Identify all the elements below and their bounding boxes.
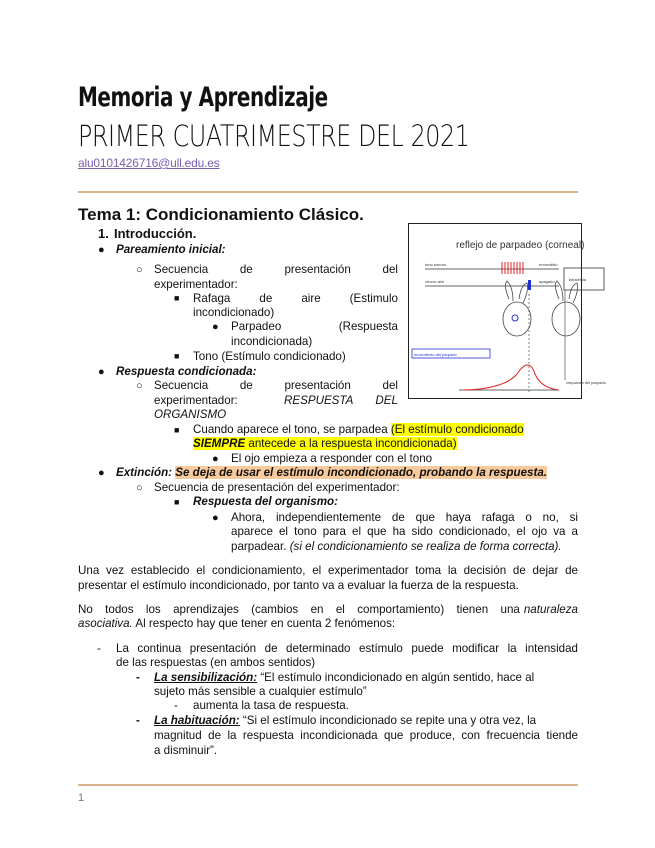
figure-title: reflejo de parpadeo (corneal) xyxy=(456,240,585,251)
secuencia2-line1: Secuencia de presentación del xyxy=(154,379,398,392)
secuencia2-respuesta: RESPUESTA DEL xyxy=(284,394,398,407)
paragraph2-asociativa: asociativa. xyxy=(78,617,133,630)
ahora-text: parpadear. xyxy=(231,540,287,553)
bullet-circle: ○ xyxy=(136,264,143,276)
subsection-heading: Introducción. xyxy=(114,226,197,241)
page-number: 1 xyxy=(78,792,85,804)
label-air: chorro aire xyxy=(425,279,445,284)
email-link[interactable]: alu0101426716@ull.edu.es xyxy=(78,156,220,170)
response-curve xyxy=(464,365,559,390)
habituacion-line3: a disminuir”. xyxy=(154,744,218,757)
bullet-square: ■ xyxy=(174,497,180,507)
tono-item: Tono (Estímulo condicionado) xyxy=(193,350,346,363)
extincion-label: Extinción: xyxy=(116,466,173,479)
bullet-square: ■ xyxy=(174,351,180,361)
sensibilizacion-label: La sensibilización: xyxy=(154,671,258,684)
label-movement: movimiento del párpado xyxy=(414,352,457,357)
dash-marker: - xyxy=(136,671,140,684)
habituacion-line1 xyxy=(154,714,578,728)
secuencia1-line2: experimentador: xyxy=(154,278,238,291)
ojo-item: El ojo empieza a responder con el tono xyxy=(231,452,433,465)
paragraph2-text: No todos los aprendizajes (cambios en el comportamiento) tienen una xyxy=(78,603,520,616)
cuando-line2 xyxy=(193,437,457,451)
paragraph2-line1 xyxy=(78,603,578,617)
sensibilizacion-line1 xyxy=(154,671,578,685)
habituacion-label: La habituación: xyxy=(154,714,240,727)
parpadeo-line2: incondicionada) xyxy=(231,335,313,348)
paragraph1-line2: presentar el estímulo incondicionado, por tanto va a evaluar la fuerza de la respuesta. xyxy=(78,579,519,592)
cuando-highlight: (El estímulo condicionado xyxy=(390,423,524,436)
rafaga-line1: Rafaga de aire (Estimulo xyxy=(193,292,398,305)
label-response: respuesta del párpado xyxy=(566,380,606,385)
conditioning-figure xyxy=(408,223,606,399)
aumenta-item: aumenta la tasa de respuesta. xyxy=(193,699,349,712)
document-title: Memoria y Aprendizaje xyxy=(78,82,328,113)
dash-marker: - xyxy=(97,642,101,655)
rabbit-illustration xyxy=(503,281,580,336)
habituacion-line2: magnitud de la respuesta incondicionada que produce, con frecuencia tiende xyxy=(154,729,578,742)
rabbit-eye xyxy=(512,315,518,321)
secuencia3-item: Secuencia de presentación del experimentador: xyxy=(154,481,400,494)
footer-divider xyxy=(78,784,578,786)
eyeblink-diagram xyxy=(409,224,606,398)
parpadeo-line1: Parpadeo (Respuesta xyxy=(231,320,398,333)
tone-pulses xyxy=(502,262,523,274)
bullet-dot: ● xyxy=(212,321,219,333)
paragraph1-line1: Una vez establecido el condicionamiento, el experimentador toma la decisión de dejar de xyxy=(78,564,578,577)
paragraph2-rest: Al respecto hay que tener en cuenta 2 fenómenos: xyxy=(135,617,396,630)
sensibilizacion-line2: sujeto más sensible a cualquier estímulo” xyxy=(154,685,367,698)
paragraph2-line2 xyxy=(78,617,395,631)
cuando-line1 xyxy=(193,423,578,437)
label-on: encendido xyxy=(539,262,558,267)
respuesta-condicionada-label: Respuesta condicionada: xyxy=(116,365,257,378)
document-subtitle: PRIMER CUATRIMESTRE DEL 2021 xyxy=(78,119,470,153)
siempre-text: SIEMPRE xyxy=(193,437,246,450)
bullet-dot: ● xyxy=(98,244,105,256)
dash-marker: - xyxy=(174,699,178,712)
rafaga-line2: incondicionado) xyxy=(193,306,275,319)
dash1-line2: de las respuestas (en ambos sentidos) xyxy=(116,656,316,669)
secuencia1-line1: Secuencia de presentación del xyxy=(154,263,398,276)
bullet-square: ■ xyxy=(174,425,180,435)
secuencia2-organismo: ORGANISMO xyxy=(154,408,227,421)
label-photocell: fotocélula xyxy=(569,277,587,282)
dash-marker: - xyxy=(136,714,140,727)
header-divider xyxy=(78,191,578,193)
extincion-line xyxy=(116,466,547,480)
ahora-line2: aparece el tono para el que ha sido condicionado, el ojo va a xyxy=(231,525,578,538)
paragraph2-naturaleza: naturaleza xyxy=(523,603,578,616)
bullet-dot: ● xyxy=(98,467,105,479)
habituacion-text: “Si el estímulo incondicionado se repite una y otra vez, la xyxy=(239,714,537,727)
secuencia2-line2: experimentador: xyxy=(154,394,238,407)
bullet-circle: ○ xyxy=(136,380,143,392)
sensibilizacion-text: “El estímulo incondicionado en algún sentido, hace al xyxy=(257,671,535,684)
section-heading: Tema 1: Condicionamiento Clásico. xyxy=(78,205,364,224)
respuesta-organismo-label: Respuesta del organismo: xyxy=(193,495,338,508)
ahora-italic: (si el condicionamiento se realiza de forma correcta). xyxy=(289,540,562,553)
subsection-number: 1. xyxy=(98,226,109,241)
pareamiento-label: Pareamiento inicial: xyxy=(116,243,226,256)
cuando-text: Cuando aparece el tono, se parpadea xyxy=(193,423,391,436)
bullet-dot: ● xyxy=(212,512,219,524)
bullet-circle: ○ xyxy=(136,482,143,494)
air-puff-marker xyxy=(528,280,531,290)
bullet-dot: ● xyxy=(212,453,219,465)
bullet-square: ■ xyxy=(174,293,180,303)
extincion-highlight: Se deja de usar el estímulo incondicionado, probando la respuesta. xyxy=(175,466,548,479)
label-off: apagado xyxy=(539,279,555,284)
antecede-text: antecede a la respuesta incondicionada) xyxy=(245,437,457,450)
label-tone: tono sonoro xyxy=(425,262,447,267)
dash1-line1: La continua presentación de determinado estímulo puede modificar la intensidad xyxy=(116,642,578,655)
ahora-line1: Ahora, independientemente de que haya rafaga o no, si xyxy=(231,511,578,524)
ahora-line3 xyxy=(231,540,562,554)
bullet-dot: ● xyxy=(98,366,105,378)
